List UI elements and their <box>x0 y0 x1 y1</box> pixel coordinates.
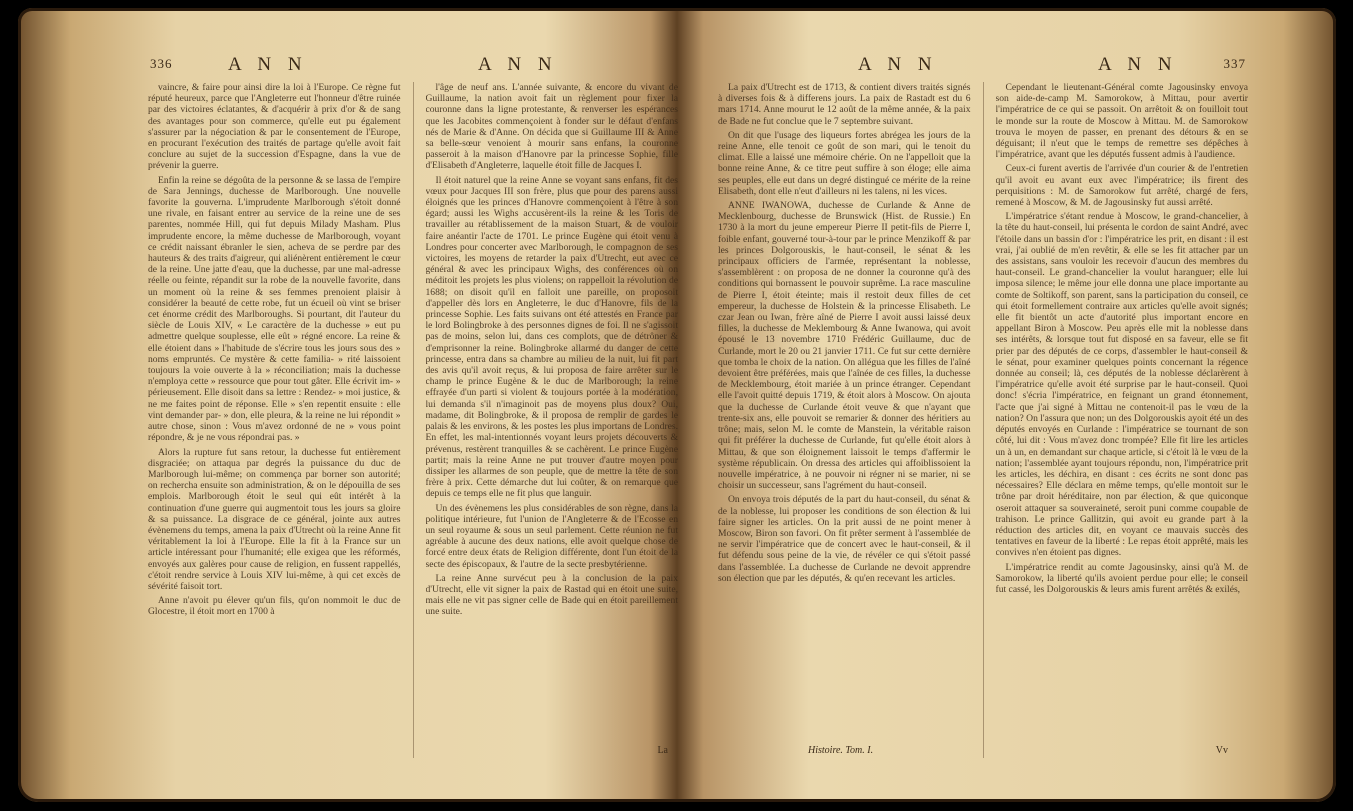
right-column-1 <box>718 82 971 758</box>
right-column-2 <box>996 82 1249 758</box>
right-page-header <box>718 38 1248 74</box>
paragraph: Alors la rupture fut sans retour, la duchesse fut entièrement disgraciée; on attaqua par degrés la puissance du duc de Marlborough lui-même; on commença par borner son autorité; on rechercha ensuite son administration, & on le dépouilla de ses emplois. Marlborough étoit le seul qui eût intérêt à la continuation d'une guerre qui augmentoit tous les jours sa gloire & sa puissance. La disgrace de ce général, jointe aux autres évènemens du temps, amena la paix d'Utrecht où la reine Anne fit véritablement la loi à l'Europe. Elle la fit à la France sur un article intéressant pour l'humanité; elle exigea que les réformés, envoyés aux galères pour cause de religion, en fussent rappellés, c'étoit rendre service à Louis XIV lui-même, à qui cet excès de sévérité faisoit tort. <box>148 446 401 592</box>
paragraph: ANNE IWANOWA, duchesse de Curlande & Anne de Mecklenbourg, duchesse de Brunswick (Hist. de Russie.) En 1730 à la mort du jeune empereur Pierre II petit-fils de Pierre I, foible enfant, gouverné tour-à-tour par le prince Menzikoff & par les princes Dolgorouskis, le haut-conseil, le sénat & les principaux officiers de l'armée, représentant la noblesse, s'assemblèrent : on proposa de ne donner la couronne qu'à des conditions qui bornassent le pouvoir suprême. La race masculine de Pierre I, étoit éteinte; mais il restoit deux filles de cet empereur, la duchesse de Holstein & la princesse Elisabeth. Le czar Jean ou Iwan, frère aîné de Pierre I avoit aussi laissé deux filles, la duchesse de Meklembourg & Anne Iwanowa, qui avoit épousé le 13 novembre 1710 Frédéric Guillaume, duc de Curlande, mort le 20 ou 21 janvier 1711. Ce fut sur cette dernière que tomba le choix de la nation. On allégua que les filles de l'aîné devoient être préférées, mais que l'aînée de ces filles, la duchesse de Mecklembourg, étoit mariée à un prince étranger. Cependant elle l'avoit quitté depuis 1719, & étoit alors à Moscow. On ajouta que la duchesse de Curlande étoit veuve & que n'ayant que trente-six ans, elle pouvoit se remarier & donner des héritiers au trône; mais, selon M. le comte de Manstein, la véritable raison qui fit préférer la duchesse de Curlande, fut qu'elle étoit alors à Mittau, & que son éloignement laissoit le temps d'affermir le système républicain. On dressa des articles qui affoiblissoient la nouvelle impératrice, à ne pouvoir ni régner ni se marier, ni se choisir un successeur, sans l'agrément du haut-conseil. <box>718 200 971 492</box>
running-head-right-1: A N N <box>858 54 938 75</box>
left-page <box>148 38 678 758</box>
running-head-right-2: A N N <box>1098 54 1178 75</box>
column-divider <box>983 82 984 758</box>
catchword: La <box>657 745 668 756</box>
paragraph: La paix d'Utrecht est de 1713, & contient divers traités signés à diverses fois & à differens jours. La paix de Rastadt est du 6 mars 1714. Anne mourut le 12 août de la même année, & la paix de Bade ne fut conclue que le 7 septembre suivant. <box>718 82 971 127</box>
signature-mark: Vv <box>1215 745 1228 756</box>
page-number-right: 337 <box>1223 56 1246 71</box>
paragraph: Anne n'avoit pu élever qu'un fils, qu'on nommoit le duc de Glocestre, il étoit mort en 1700 à <box>148 595 401 618</box>
paragraph: Cependant le lieutenant-Général comte Jagousinsky envoya son aide-de-camp M. Samorokow, à Mittau, pour avertir l'impératrice de ce qui se passoit. On arrêtoit & on fouilloit tout le monde sur la route de Moscow à Mittau. M. de Samorokow trouva le moyen de passer, en prenant des détours & en se déguisant; il n'eut que le temps de remettre ses dépêches à l'impératrice, avant que les députés fussent admis à l'audience. <box>995 82 1248 161</box>
left-column-1 <box>148 82 401 758</box>
paragraph: On dit que l'usage des liqueurs fortes abrégea les jours de la reine Anne, elle tenoit ce goût de son mari, qui le tenoit du climat. Elle a laissé une mémoire chérie. On ne l'appelloit que la bonne reine Anne, & ce titre peut suffire à son éloge; elle aima ses peuples, elle eut dans un degré distingué ce mérite de la reine Elisabeth, dont elle n'eut d'ailleurs ni les talens, ni les vices. <box>718 129 971 197</box>
open-book <box>18 8 1336 802</box>
right-page-columns <box>718 82 1248 758</box>
right-page <box>718 38 1248 758</box>
running-head-left-2: A N N <box>478 54 558 75</box>
paragraph: Ceux-ci furent avertis de l'arrivée d'un courier & de l'entretien qu'il avoit eu avant eux avec l'impératrice; ils firent des perquisitions : M. de Samorokow fut arrêté, chargé de fers, remené à Moscow, & M. de Jagousinsky fut aussi arrêté. <box>995 163 1248 209</box>
page-number-left: 336 <box>150 56 173 71</box>
left-column-2 <box>426 82 679 758</box>
left-page-columns <box>148 82 678 758</box>
left-page-header <box>148 38 678 74</box>
paragraph: L'impératrice rendit au comte Jagousinsky, ainsi qu'à M. de Samorokow, la liberté qu'ils avoient perdue pour elle; le conseil fut cassé, les Dolgorouskis & leurs amis furent arrêtés & exilés, <box>995 561 1248 595</box>
paragraph: On envoya trois députés de la part du haut-conseil, du sénat & de la noblesse, lui proposer les conditions de son élection & lui faire signer les articles. On la prit aussi de ne point mener à Moscow, Biron son favori. On fit prêter serment à l'assemblée de ne servir l'impératrice que de concert avec le haut-conseil, & il fut défendu sous peine de la vie, de révéler ce qui s'étoit passé dans l'assemblée. La duchesse de Curlande ne devoit apprendre son élection que par les députés, & qu'en recevant les articles. <box>718 494 971 584</box>
paragraph: l'âge de neuf ans. L'année suivante, & encore du vivant de Guillaume, la nation avoit fait un règlement pour fixer la couronne dans la ligne protestante, & renverser les espérances que les Jacobites commençoient à fonder sur le défaut d'enfans nés de Marie & d'Anne. On décida que si Guillaume III & Anne sa belle-sœur venoient à mourir sans enfans, la couronne passeroit à la maison d'Hanovre par la princesse Sophie, fille d'Elisabeth d'Angleterre, laquelle étoit fille de Jacques I. <box>425 82 678 172</box>
paragraph: La reine Anne survécut peu à la conclusion de la paix d'Utrecht, elle vit signer la paix de Rastad qui en étoit une suite, mais elle ne vit pas signer celle de Bade qui en étoit pareillement une suite. <box>425 572 678 618</box>
running-head-left-1: A N N <box>228 54 308 75</box>
column-divider <box>413 82 414 758</box>
paragraph: Enfin la reine se dégoûta de la personne & se lassa de l'empire de Sara Jennings, duchesse de Marlborough. Une nouvelle favorite la gouverna. L'imprudente Marlborough s'étoit donné une rivale, en faisant entrer au service de la reine une de ses parentes, nommée Hill, qui fut depuis Milady Masham. Plus imprudente encore, la même duchesse de Marlborough, voyant ce crédit naissant ébranler le sien, acheva de se perdre par des hauteurs & des traits d'aigreur, qui aliénèrent entièrement le cœur de la reine. Une jatte d'eau, que la duchesse, par une mal-adresse réelle ou feinte, répandit sur la robe de la nouvelle favorite, dans un moment où la reine & ses femmes prenoient plaisir à considérer la beauté de cette robe, fut un écueil où vint se briser cet énorme crédit des Marlboroughs. Si pourtant, dit l'auteur du siècle de Louis XIV, « Le caractère de la duchesse » eut pu admettre quelque souplesse, elle eût » régné encore. La reine & elle étoient dans » l'habitude de s'écrire tous les jours sous des » noms empruntés. Ce mystère & cette familia- » rité laissoient toujours la voie ouverte à la » réconciliation; mais la duchesse n'employa cette » ressource que pour tout gâter. Elle écrivit im- » périeusement. Elle disoit dans sa lettre : Rendez- » moi justice, & ne me faites point de réponse. Elle » s'en repentit ensuite : elle vint demander par- » don, elle pleura, & la reine ne lui répondit » autre chose, sinon : Vous m'avez ordonné de ne » vous point répondre, & je ne vous répondrai pas. » <box>148 174 401 444</box>
paragraph: Il étoit naturel que la reine Anne se voyant sans enfans, fit des vœux pour Jacques III son frère, plus que pour des parens aussi éloignés que les princes d'Hanovre commençoient à l'être à son égard; aussi les Wighs accusèrent-ils la reine & les Toris de travailler au rétablissement de la maison Stuart, & de vouloir faire anéantir l'acte de 1701. Le prince Eugène qui étoit venu à Londres pour concerter avec Marlborough, le compagnon de ses victoires, les moyens de retarder la paix d'Utrecht, eut avec ce général & avec les principaux Wighs, des conférences où on méditoit les projets les plus violens; on rappelloit la révolution de 1688; on disoit qu'il en falloit une pareille, on proposoit d'appeller dès lors en Angleterre, le duc d'Hanovre, fils de la princesse Sophie. Les faits suivans ont été attestés en France par le lord Bolingbroke à des personnes dignes de foi. Il ne s'agissoit pas de moins, selon lui, dans ces complots, que de détrôner & d'emprisonner la reine. Bolingbroke allarmé du danger de cette princesse, entra dans sa chambre au milieu de la nuit, lui fit part des avis qu'il avoit reçus, & lui proposa de faire arrêter sur le champ le prince Eugène & le duc de Marlborough; la reine effrayée d'un parti si violent & toujours portée à la modération, lui demanda s'il n'imaginoit pas de moyens plus doux? Oui, madame, dit Bolingbroke, & il proposa de remplir de gardes le palais & les environs, & les postes les plus importans de Londres. En effet, les mal-intentionnés voyant leurs projets découverts & prévenus, restèrent tranquilles & se cachèrent. Le prince Eugène partit; mais la reine Anne ne put trouver d'autre moyen pour dissiper les allarmes de son peuple, que de mettre la tête de son frère à prix. Cette démarche dut lui coûter, & on remarque que depuis ce temps elle ne fit plus que languir. <box>425 174 678 500</box>
paragraph: Un des évènemens les plus considérables de son règne, dans la politique intérieure, fut l'union de l'Angleterre & de l'Ecosse en un seul royaume & sous un seul parlement. Cette réunion ne fut agréable à aucune des deux nations, elle avoit quelque chose de forcé entre deux états de Religion différente, dont l'un étoit de la secte des épiscopaux, & l'autre de la secte presbytérienne. <box>425 502 678 570</box>
paragraph: L'impératrice s'étant rendue à Moscow, le grand-chancelier, à la tête du haut-conseil, lui présenta le cordon de saint André, avec l'étoile dans un bassin d'or : l'impératrice les prit, en disant : il est vrai, j'ai oublié de m'en revêtir, & elle se les fit attacher par un des assistans, sans vouloir les recevoir d'aucun des membres du haut-conseil. Le grand-chancelier la voulut haranguer; elle lui imposa silence; le même jour elle donna une place importante au comte de Soltikoff, son parent, sans la participation du conseil, ce qui étoit formellement contraire aux articles qu'elle avoit signés; elle fit bientôt un acte d'autorité plus important encore en appellant Biron à Moscow. Peu après elle mit la noblesse dans ses intérêts, & lorsque tout fut disposé en sa faveur, elle se fit prier par des députés de ce corps, d'assembler le haut-conseil & le sénat, pour examiner quelques points concernant la régence donnée au conseil; là, ces députés de la noblesse déclarèrent à l'impératrice qu'elle avoit été surprise par le haut-conseil. Quoi donc! s'écria l'impératrice, en feignant un grand étonnement, l'acte que j'ai signé à Mittau ne contenoit-il pas le vœu de la nation? On l'assura que non; un des Dolgorouskis ayoit été un des députés envoyés en Curlande : l'impératrice se tournant de son côté, lui dit : Vous m'avez donc trompée? Elle fit lire les articles un à un, en demandant sur chaque article, si c'étoit là le vœu de la nation; l'assemblée ayant toujours répondu, non, l'impératrice prit les articles, les déchira, en disant : ces écrits ne sont donc pas nécessaires? Elle déclara en même temps, qu'elle montoit sur le trône par droit héréditaire, non par élection, & que quiconque oseroit attaquer sa souveraineté, seroit puni comme coupable de trahison. Le prince Gallitzin, qui avoit eu grande part à la réduction des articles dit, en voyant ce mauvais succès des tentatives en faveur de la liberté : Le repas étoit apprêté, mais les convives n'en étoient pas dignes. <box>995 211 1248 559</box>
page-footer: Histoire. Tom. I. <box>808 745 874 756</box>
paragraph: vaincre, & faire pour ainsi dire la loi à l'Europe. Ce règne fut réputé heureux, parce que l'Angleterre eut l'honneur d'être ruinée par des victoires éclatantes, & d'acquérir à prix d'or & de sang des avantages pour son commerce, qu'elle eut pu également s'assurer par la négociation & par le consentement de l'Europe, en procurant l'exécution des traités de partage qu'elle avoit fait conclure au sujet de la succession d'Espagne, dans la vue de prévenir la guerre. <box>148 82 401 172</box>
